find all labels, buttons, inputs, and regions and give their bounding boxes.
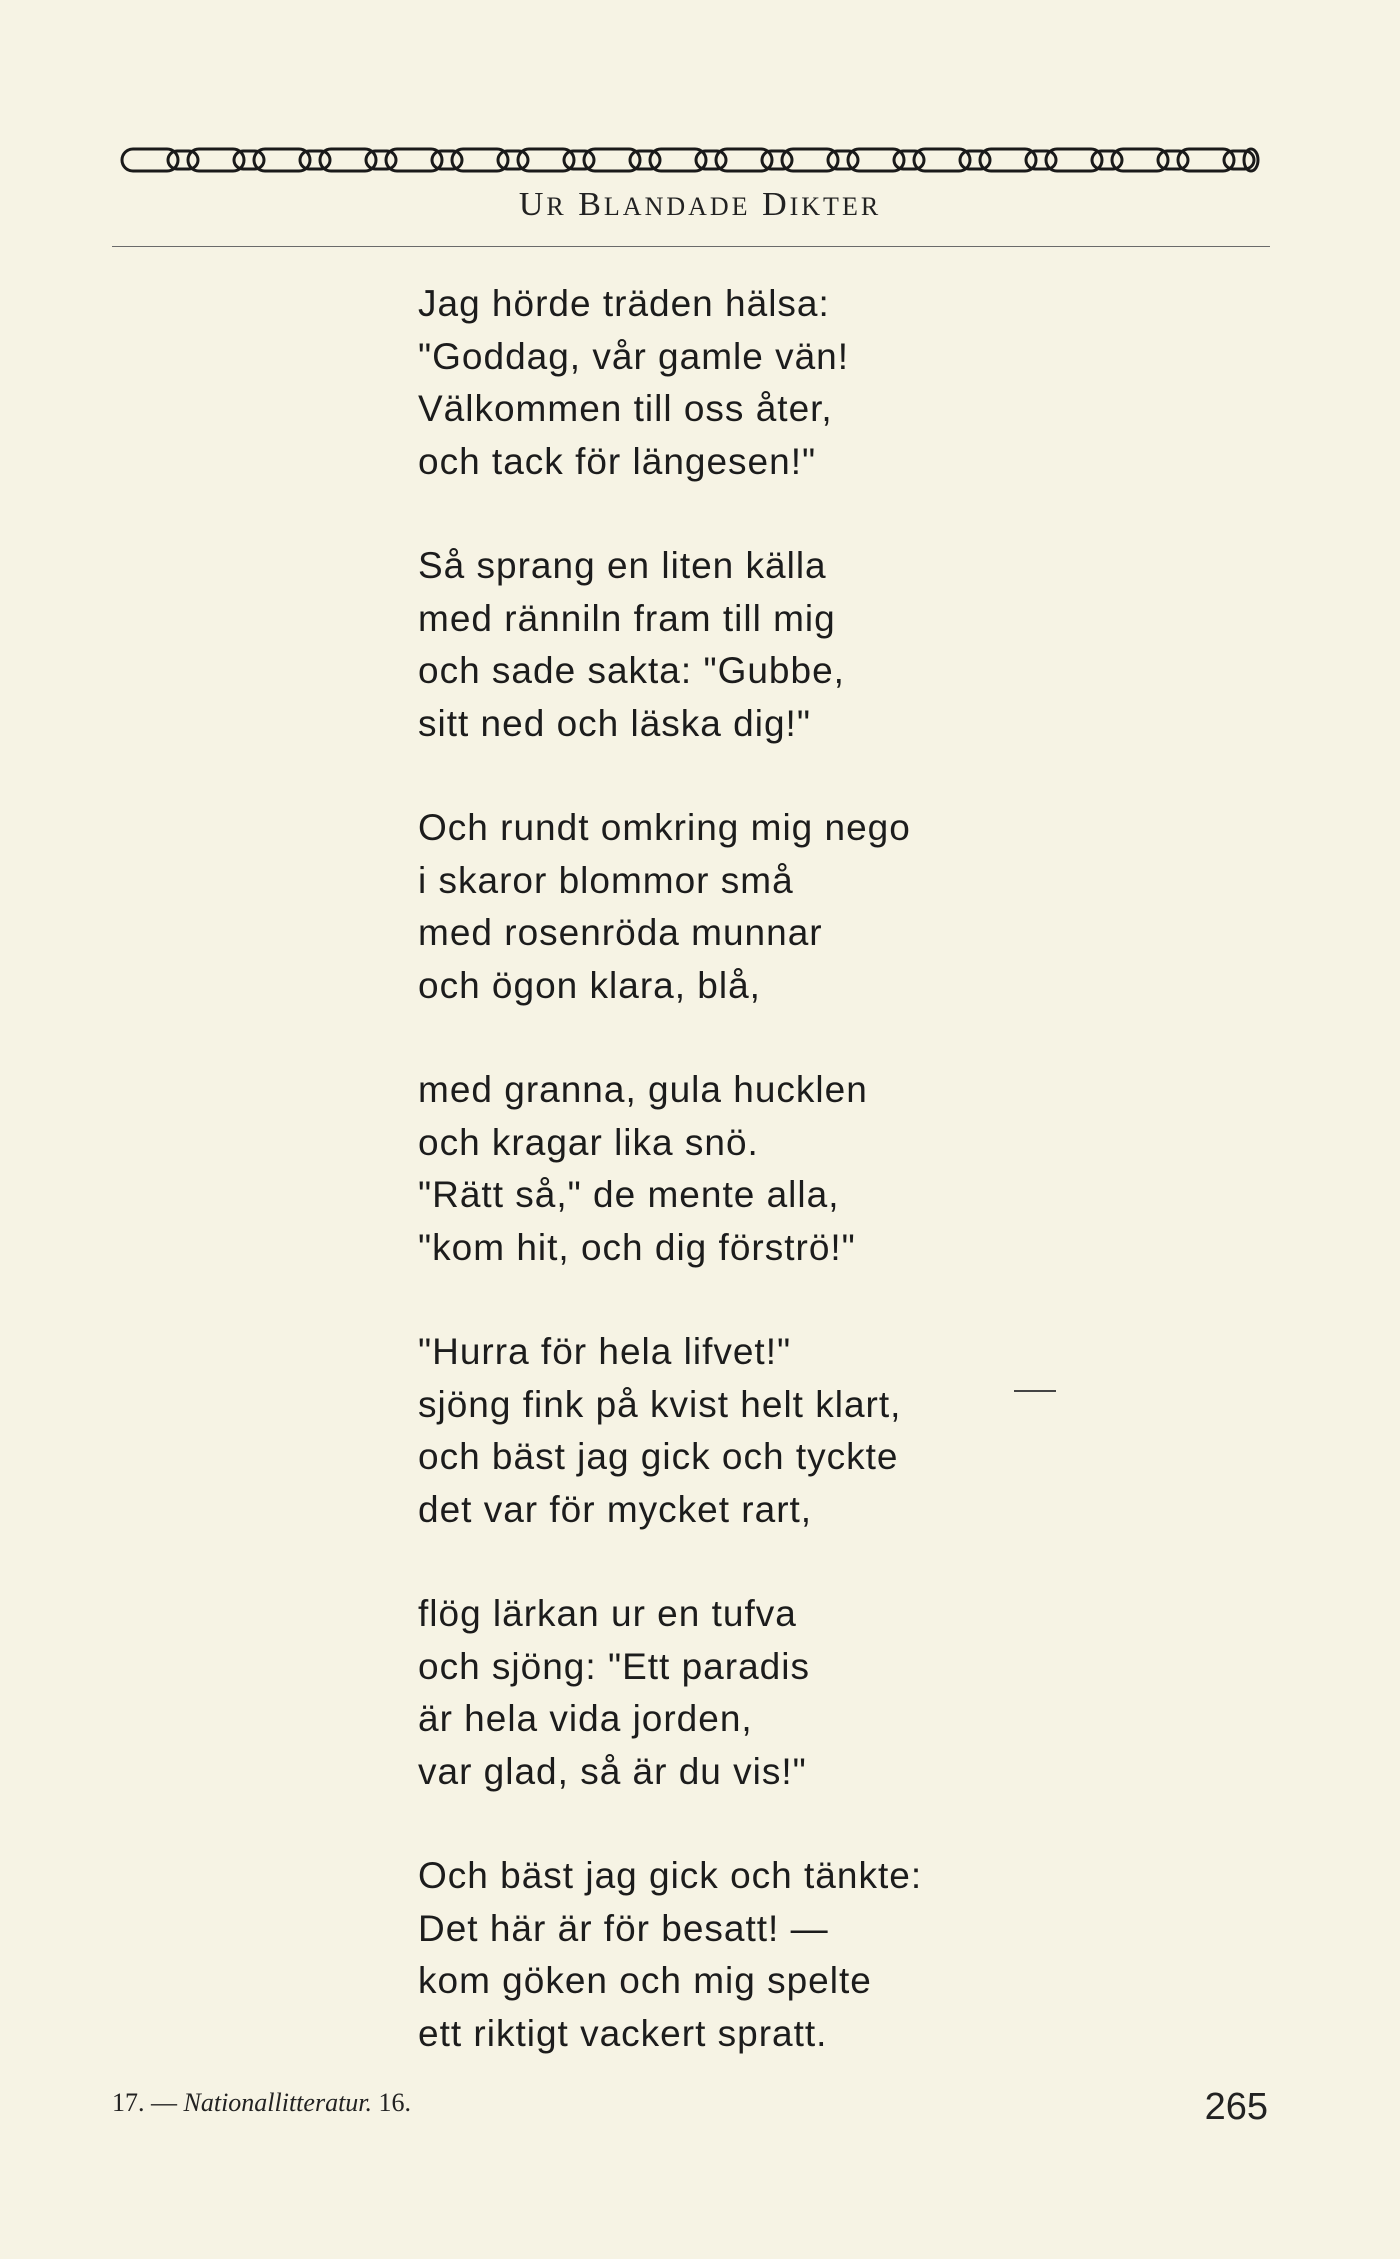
chain-small-link <box>1026 151 1056 169</box>
poem-line: "Goddag, vår gamle vän! <box>418 335 850 377</box>
chain-long-link <box>254 149 310 171</box>
chain-long-link <box>452 149 508 171</box>
stanza-1 <box>418 278 1178 488</box>
signature-number: 17. <box>112 2088 145 2117</box>
chain-long-link <box>188 149 244 171</box>
running-head-word-3: DIKTER <box>762 186 882 223</box>
chain-small-link <box>300 151 330 169</box>
running-head-word-2: BLANDADE <box>578 186 751 223</box>
chain-long-link <box>848 149 904 171</box>
stanza-5 <box>418 1326 1178 1536</box>
poem-line: Välkommen till oss åter, <box>418 388 833 429</box>
header-rule <box>112 246 1270 247</box>
poem-line: ett riktigt vackert spratt. <box>418 2012 828 2054</box>
stanza-3 <box>418 802 1178 1012</box>
chain-small-link <box>498 151 528 169</box>
poem-line: "Hurra för hela lifvet!" <box>418 1331 792 1372</box>
stanza-6 <box>418 1588 1178 1798</box>
page-number: 265 <box>1204 2086 1268 2128</box>
chain-long-link <box>650 149 706 171</box>
signature-title: Nationallitteratur. <box>183 2088 373 2117</box>
chain-small-link <box>1092 151 1122 169</box>
poem-line: sjöng fink på kvist helt klart, <box>418 1383 902 1425</box>
chain-small-link <box>366 151 396 169</box>
chain-long-link <box>1046 149 1102 171</box>
signature-dash: — <box>151 2088 177 2117</box>
poem-line: och bäst jag gick och tyckte <box>418 1436 899 1477</box>
poem-line: sitt ned och läska dig!" <box>418 702 811 744</box>
poem-line: och ögon klara, blå, <box>418 964 761 1006</box>
chain-small-link <box>828 151 858 169</box>
poem-line: och tack för längesen!" <box>418 440 817 482</box>
chain-small-link <box>564 151 594 169</box>
chain-long-link <box>122 149 178 171</box>
printer-signature <box>112 2088 411 2118</box>
chain-small-link <box>762 151 792 169</box>
poem-line: är hela vida jorden, <box>418 1698 753 1739</box>
chain-small-link <box>1158 151 1188 169</box>
poem-line: Jag hörde träden hälsa: <box>418 283 830 324</box>
chain-long-link <box>914 149 970 171</box>
chain-long-link <box>584 149 640 171</box>
chain-small-link <box>432 151 462 169</box>
stanza-4 <box>418 1064 1178 1274</box>
chain-small-link <box>1224 151 1254 169</box>
poem-line: var glad, så är du vis!" <box>418 1750 807 1792</box>
running-head <box>0 186 1400 224</box>
poem-line: "Rätt så," de mente alla, <box>418 1174 840 1215</box>
poem-line: med granna, gula hucklen <box>418 1069 868 1110</box>
poem-line: Så sprang en liten källa <box>418 545 827 586</box>
stanza-2 <box>418 540 1178 750</box>
chain-long-link <box>1112 149 1168 171</box>
stanza-7 <box>418 1850 1178 2060</box>
chain-border-ornament <box>120 142 1260 178</box>
poem-line: flög lärkan ur en tufva <box>418 1593 797 1634</box>
chain-long-link <box>320 149 376 171</box>
running-head-word-1: UR <box>518 186 567 223</box>
margin-dash-mark <box>1014 1390 1056 1392</box>
chain-long-link <box>716 149 772 171</box>
chain-long-link <box>386 149 442 171</box>
chain-small-link <box>630 151 660 169</box>
poem-line: det var för mycket rart, <box>418 1488 813 1530</box>
chain-long-link <box>1178 149 1234 171</box>
poem-line: och kragar lika snö. <box>418 1121 759 1163</box>
poem-line: Och rundt omkring mig nego <box>418 807 911 848</box>
poem-line: och sade sakta: "Gubbe, <box>418 650 845 691</box>
poem-line: Och bäst jag gick och tänkte: <box>418 1855 923 1896</box>
poem-line: med rosenröda munnar <box>418 912 823 953</box>
signature-volume: 16. <box>378 2088 412 2117</box>
poem-line: i skaror blommor små <box>418 859 794 901</box>
chain-long-link <box>980 149 1036 171</box>
poem-line: och sjöng: "Ett paradis <box>418 1645 810 1687</box>
chain-small-link <box>696 151 726 169</box>
poem-line: kom göken och mig spelte <box>418 1960 872 2001</box>
chain-long-link <box>782 149 838 171</box>
chain-long-link <box>518 149 574 171</box>
chain-small-link <box>168 151 198 169</box>
poem-line: med ränniln fram till mig <box>418 597 836 639</box>
poem-body <box>418 278 1178 2112</box>
chain-small-link <box>234 151 264 169</box>
chain-small-link <box>894 151 924 169</box>
chain-small-link <box>960 151 990 169</box>
poem-line: Det här är för besatt! — <box>418 1907 829 1949</box>
poem-line: "kom hit, och dig förströ!" <box>418 1226 856 1268</box>
